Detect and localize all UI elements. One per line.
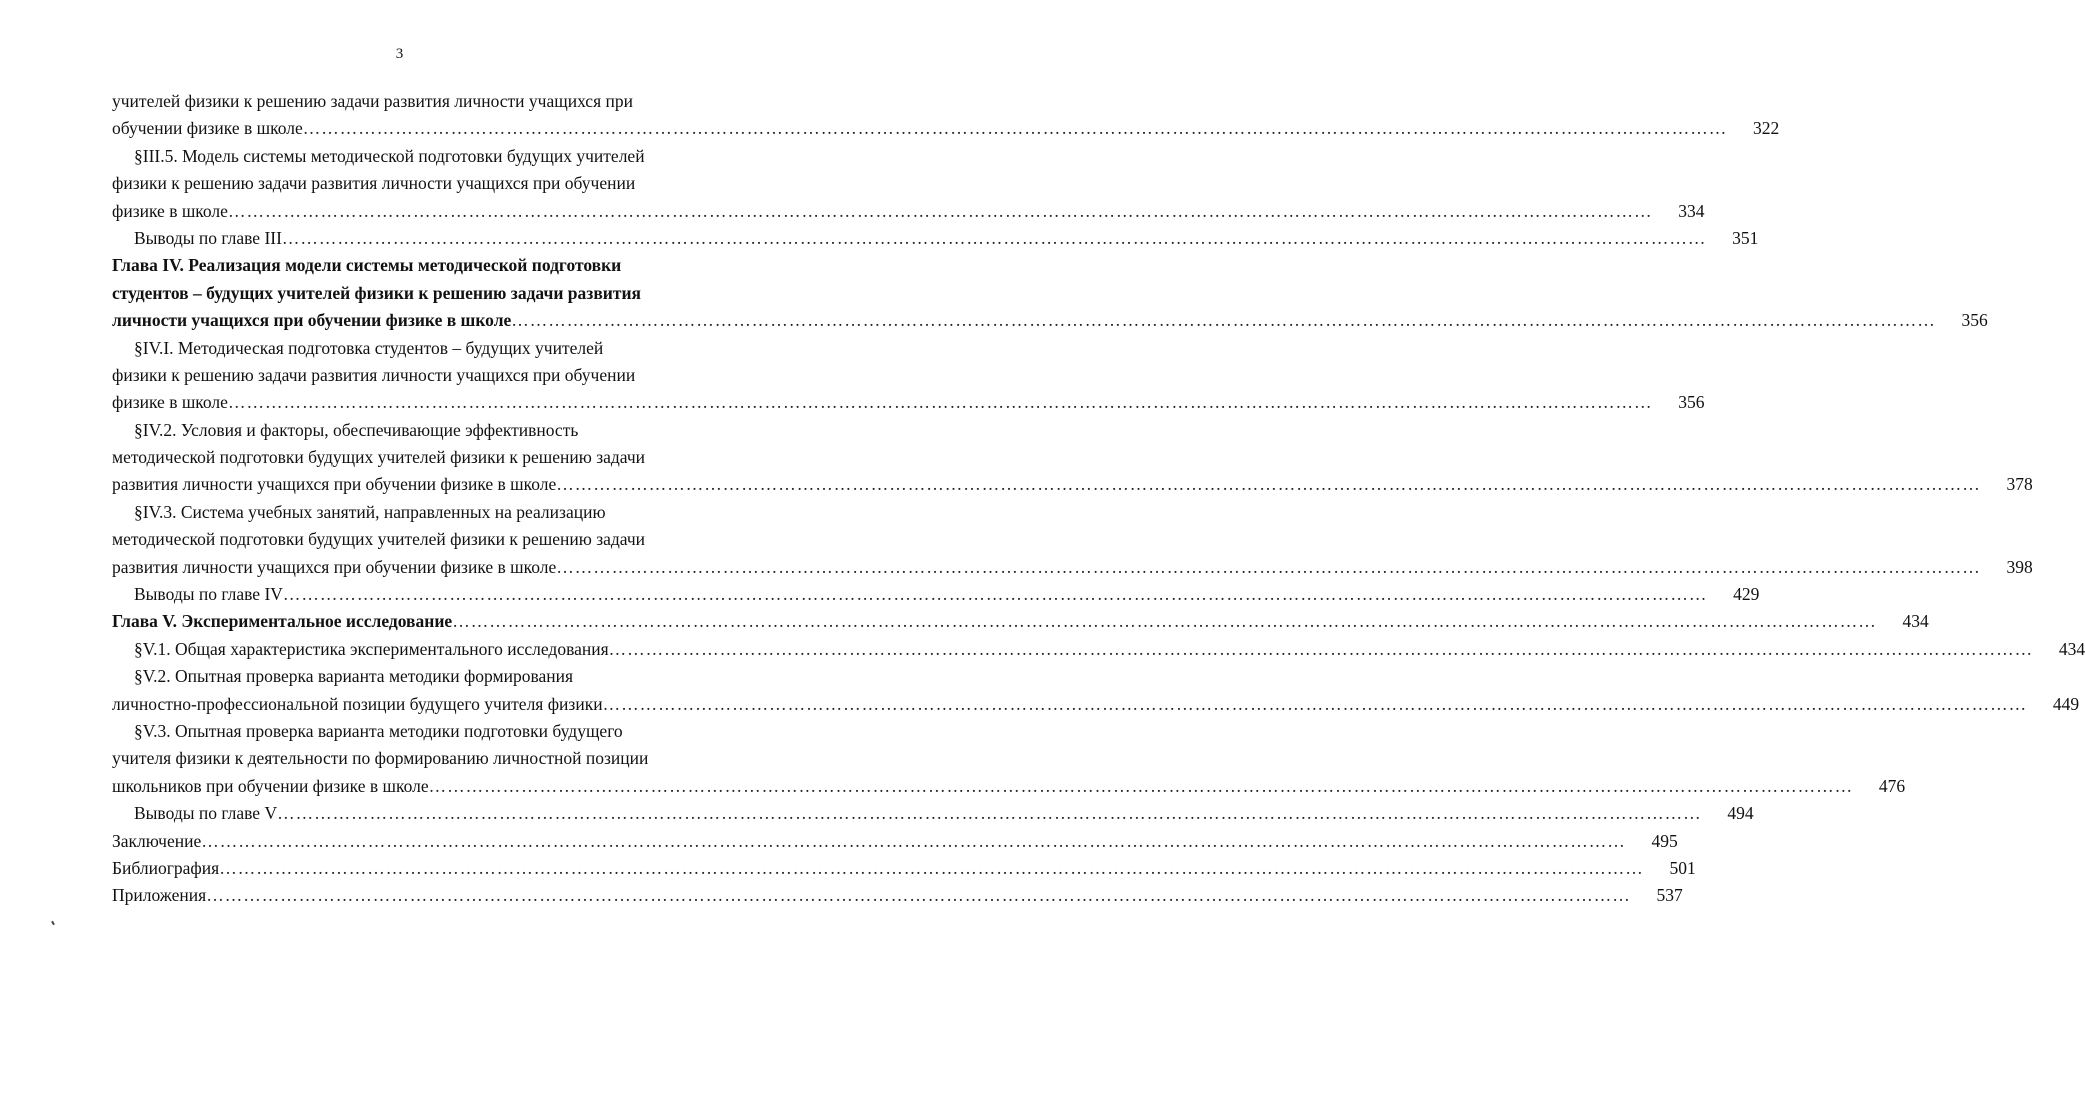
toc-page-number: 495 (1651, 830, 1678, 851)
toc-entry-title: личностно-профессиональной позиции будущего учителя физики (112, 693, 603, 714)
toc-line-last (112, 800, 1754, 827)
toc-page-number: 378 (2006, 474, 2033, 495)
toc-entry-title: Выводы по главе III (134, 227, 282, 248)
toc-entry-title: Выводы по главе V (134, 803, 278, 824)
leader-dots: …………………………………………………………………………………………………………………………………………………………………………………………………………… (556, 474, 1981, 495)
toc-line-last (112, 115, 1780, 142)
toc-line: §V.3. Опытная проверка варианта методики подготовки будущего (134, 720, 623, 741)
toc-entry-title: Приложения (112, 885, 207, 906)
toc-entry (112, 417, 2033, 499)
toc-entry (112, 800, 1754, 827)
toc-line: методической подготовки будущих учителей физики к решению задачи (112, 529, 646, 550)
toc-page-number: 351 (1732, 227, 1759, 248)
toc-entry-title: Глава V. Экспериментальное исследование (112, 611, 453, 632)
toc-page-number: 537 (1656, 885, 1683, 906)
toc-entry-title: развития личности учащихся при обучении физике в школе (112, 474, 557, 495)
toc-page-number: 356 (1961, 310, 1988, 331)
toc-page-number: 501 (1669, 857, 1696, 878)
leader-dots: …………………………………………………………………………………………………………………………………………………………………………………………………………… (206, 885, 1631, 906)
toc-entry (112, 88, 1780, 143)
toc-line-last (112, 471, 2033, 498)
scan-speck (51, 921, 55, 925)
toc-page-number: 429 (1733, 584, 1760, 605)
leader-dots: …………………………………………………………………………………………………………………………………………………………………………………………………………… (428, 775, 1854, 796)
toc-entry (112, 882, 1683, 909)
toc-line-last (112, 389, 1705, 416)
toc-line-last (112, 225, 1759, 252)
toc-line-last (112, 828, 1678, 855)
toc-chapter-entry (112, 608, 1929, 635)
toc-page-number: 334 (1678, 200, 1705, 221)
toc-page-number: 476 (1878, 775, 1906, 796)
toc-page-number: 494 (1727, 803, 1754, 824)
toc-entry-title: физике в школе (112, 200, 228, 221)
leader-dots: …………………………………………………………………………………………………………………………………………………………………………………………………………… (556, 556, 1981, 577)
leader-dots: …………………………………………………………………………………………………………………………………………………………………………………………………………… (282, 584, 1708, 605)
toc-page-number: 356 (1678, 392, 1705, 413)
toc-entry (112, 828, 1678, 855)
leader-dots: …………………………………………………………………………………………………………………………………………………………………………………………………………… (227, 392, 1653, 413)
toc-page-number: 322 (1752, 118, 1780, 139)
toc-line: Глава IV. Реализация модели системы методической подготовки (112, 255, 622, 276)
toc-entry (112, 335, 1705, 417)
toc-entry-title: обучении физике в школе (112, 118, 303, 139)
toc-line-last (112, 773, 1906, 800)
toc-line-last (112, 882, 1683, 909)
toc-page-number: 434 (2058, 638, 2085, 659)
leader-dots: …………………………………………………………………………………………………………………………………………………………………………………………………………… (219, 857, 1644, 878)
toc-line-last (112, 198, 1705, 225)
toc-entry-title: Заключение (112, 830, 202, 851)
toc-line: физики к решению задачи развития личности учащихся при обучении (112, 364, 636, 385)
leader-dots: …………………………………………………………………………………………………………………………………………………………………………………………………………… (608, 638, 2034, 659)
toc-entry-title: Выводы по главе IV (134, 584, 283, 605)
toc-line: §IV.2. Условия и факторы, обеспечивающие эффективность (134, 419, 579, 440)
toc-line-last (112, 691, 2080, 718)
toc-line-last (112, 581, 1760, 608)
toc-entry-title: школьников при обучении физике в школе (112, 775, 429, 796)
leader-dots: …………………………………………………………………………………………………………………………………………………………………………………………………………… (277, 803, 1702, 824)
toc-entry (112, 143, 1705, 225)
leader-dots: …………………………………………………………………………………………………………………………………………………………………………………………………………… (511, 310, 1936, 331)
toc-line: студентов – будущих учителей физики к решению задачи развития (112, 282, 642, 303)
toc-line-last (112, 307, 1988, 334)
toc-entry-title: развития личности учащихся при обучении физике в школе (112, 556, 557, 577)
leader-dots: …………………………………………………………………………………………………………………………………………………………………………………………………………… (281, 227, 1707, 248)
toc-line-last (112, 608, 1929, 635)
toc-page-number: 398 (2006, 556, 2033, 577)
leader-dots: …………………………………………………………………………………………………………………………………………………………………………………………………………… (452, 611, 1877, 632)
leader-dots: …………………………………………………………………………………………………………………………………………………………………………………………………………… (302, 118, 1728, 139)
toc-entry (112, 855, 1696, 882)
leader-dots: …………………………………………………………………………………………………………………………………………………………………………………………………………… (602, 693, 2028, 714)
toc-entry (112, 581, 1760, 608)
page-number: 3 (395, 46, 404, 62)
toc-line-last (112, 855, 1696, 882)
toc-entry-title: Библиография (112, 857, 220, 878)
leader-dots: …………………………………………………………………………………………………………………………………………………………………………………………………………… (227, 200, 1653, 221)
toc-chapter-entry (112, 252, 1988, 334)
toc-entry (112, 636, 2085, 663)
toc-page-number: 434 (1902, 611, 1929, 632)
toc-entry (112, 663, 2080, 718)
toc-line: методической подготовки будущих учителей физики к решению задачи (112, 447, 646, 468)
toc-entry (112, 225, 1759, 252)
toc-entry-title: §V.1. Общая характеристика экспериментального исследования (134, 638, 609, 659)
toc-line: учителей физики к решению задачи развития личности учащихся при (112, 91, 633, 111)
toc-line-last (112, 636, 2085, 663)
toc-line: §V.2. Опытная проверка варианта методики формирования (134, 666, 574, 687)
toc-entry (112, 499, 2033, 581)
toc-line-last (112, 554, 2033, 581)
toc-entry-title: личности учащихся при обучении физике в школе (112, 310, 512, 331)
toc-entry (112, 718, 1906, 800)
toc-page-number: 449 (2052, 693, 2080, 714)
table-of-contents (112, 88, 2085, 910)
leader-dots: …………………………………………………………………………………………………………………………………………………………………………………………………………… (201, 830, 1626, 851)
toc-entry-title: физике в школе (112, 392, 228, 413)
toc-line: §IV.I. Методическая подготовка студентов – будущих учителей (134, 337, 604, 358)
toc-line: учителя физики к деятельности по формированию личностной позиции (112, 748, 649, 769)
toc-line: §IV.3. Система учебных занятий, направленных на реализацию (134, 501, 606, 522)
toc-line: физики к решению задачи развития личности учащихся при обучении (112, 173, 636, 194)
toc-line: §III.5. Модель системы методической подготовки будущих учителей (134, 145, 645, 166)
